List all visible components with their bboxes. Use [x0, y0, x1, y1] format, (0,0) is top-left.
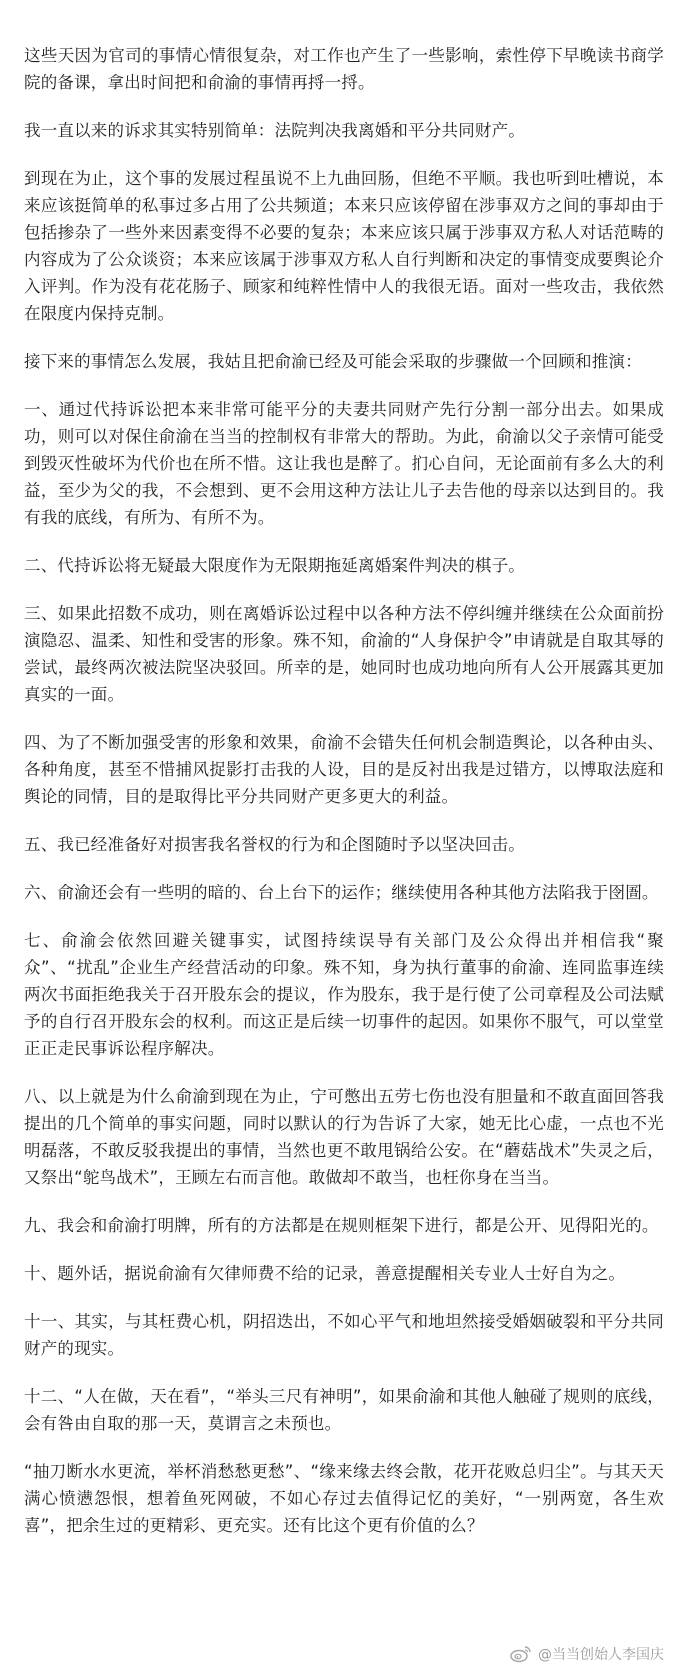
paragraph-6: 二、代持诉讼将无疑最大限度作为无限期拖延离婚案件判决的棋子。: [24, 556, 525, 575]
article-body: [24, 10, 664, 1560]
paragraph-2: 我一直以来的诉求其实特别简单：法院判决我离婚和平分共同财产。: [24, 121, 525, 140]
watermark-text: @当当创始人李国庆: [538, 1647, 664, 1663]
paragraph-16: 十二、“人在做，天在看”，“举头三尺有神明”，如果俞渝和其他人触碰了规则的底线，会有咎由自取的那一天，莫谓言之未预也。: [24, 1387, 664, 1433]
paragraph-5: 一、通过代持诉讼把本来非常可能平分的夫妻共同财产先行分割一部分出去。如果成功，则可以对保住俞渝在当当的控制权有非常大的帮助。为此，俞渝以父子亲情可能受到毁灭性破坏为代价也在所不惜。这让我也是醉了。扪心自问，无论面前有多么大的利益，至少为父的我，不会想到、更不会用这种方法让儿子去告他的母亲以达到目的。我有我的底线，有所为、有所不为。: [24, 400, 664, 527]
paragraph-4: 接下来的事情怎么发展，我姑且把俞渝已经及可能会采取的步骤做一个回顾和推演：: [24, 352, 642, 371]
weibo-logo-icon: [510, 1645, 532, 1663]
paragraph-12: 八、以上就是为什么俞渝到现在为止，宁可憋出五劳七伤也没有胆量和不敢直面回答我提出的几个简单的事实问题，同时以默认的行为告诉了大家，她无比心虚，一点也不光明磊落，不敢反驳我提出的事情，当然也更不敢甩锅给公安。在“蘑菇战术”失灵之后，又祭出“鸵鸟战术”，王顾左右而言他。敢做却不敢当，也枉你身在当当。: [24, 1087, 664, 1187]
paragraph-10: 六、俞渝还会有一些明的暗的、台上台下的运作；继续使用各种其他方法陷我于囹圄。: [24, 883, 659, 902]
paragraph-14: 十、题外话，据说俞渝有欠律师费不给的记录，善意提醒相关专业人士好自为之。: [24, 1264, 626, 1283]
paragraph-7: 三、如果此招数不成功，则在离婚诉讼过程中以各种方法不停纠缠并继续在公众面前扮演隐忍、温柔、知性和受害的形象。殊不知，俞渝的“人身保护令”申请就是自取其辱的尝试，最终两次被法院坚决驳回。所幸的是，她同时也成功地向所有人公开展露其更加真实的一面。: [24, 604, 664, 704]
paragraph-11: 七、俞渝会依然回避关键事实，试图持续误导有关部门及公众得出并相信我“聚众”、“扰乱”企业生产经营活动的印象。殊不知，身为执行董事的俞渝、连同监事连续两次书面拒绝我关于召开股东会的提议，作为股东，我于是行使了公司章程及公司法赋予的自行召开股东会的权利。而这正是后续一切事件的起因。如果你不服气，可以堂堂正正走民事诉讼程序解决。: [24, 931, 664, 1058]
paragraph-3: 到现在为止，这个事的发展过程虽说不上九曲回肠，但绝不平顺。我也听到吐槽说，本来应该挺简单的私事过多占用了公共频道；本来只应该停留在涉事双方之间的事却由于包括掺杂了一些外来因素变得不必要的复杂；本来应该只属于涉事双方私人对话范畴的内容成为了公众谈资；本来应该属于涉事双方私人自行判断和决定的事情变成要舆论介入评判。作为没有花花肠子、顾家和纯粹性情中人的我很无语。面对一些攻击，我依然在限度内保持克制。: [24, 169, 664, 323]
paragraph-15: 十一、其实，与其枉费心机，阴招迭出，不如心平气和地坦然接受婚姻破裂和平分共同财产的现实。: [24, 1312, 664, 1358]
paragraph-17: “抽刀断水水更流，举杯消愁愁更愁”、“缘来缘去终会散，花开花败总归尘”。与其天天满心愤懑怨恨，想着鱼死网破，不如心存过去值得记忆的美好，“一别两宽，各生欢喜”，把余生过的更精彩、更充实。还有比这个更有价值的么？: [24, 1462, 664, 1535]
weibo-watermark: [510, 1644, 664, 1664]
paragraph-13: 九、我会和俞渝打明牌，所有的方法都是在规则框架下进行，都是公开、见得阳光的。: [24, 1216, 659, 1235]
paragraph-8: 四、为了不断加强受害的形象和效果，俞渝不会错失任何机会制造舆论，以各种由头、各种角度，甚至不惜捕风捉影打击我的人设，目的是反衬出我是过错方，以博取法庭和舆论的同情，目的是取得比平分共同财产更多更大的利益。: [24, 733, 664, 806]
paragraph-1: 这些天因为官司的事情心情很复杂，对工作也产生了一些影响，索性停下早晚读书商学院的备课，拿出时间把和俞渝的事情再捋一捋。: [24, 46, 664, 92]
paragraph-9: 五、我已经准备好对损害我名誉权的行为和企图随时予以坚决回击。: [24, 835, 525, 854]
